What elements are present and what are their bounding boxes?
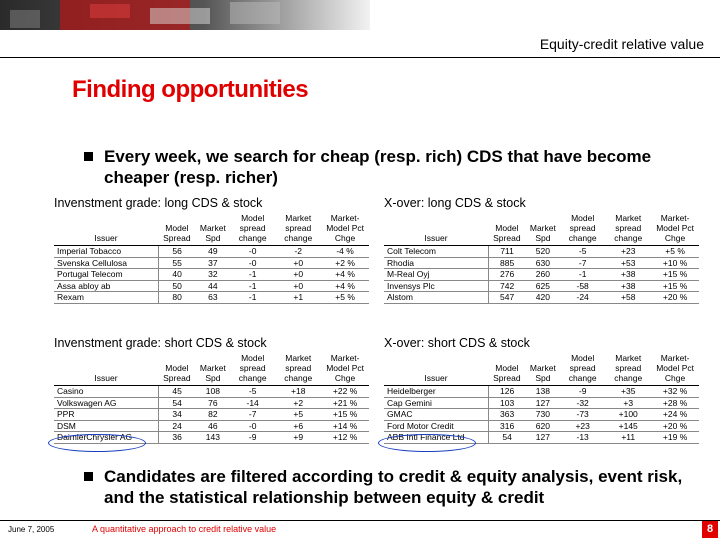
value-cell: 520 bbox=[526, 246, 560, 258]
table-ig-long bbox=[54, 196, 369, 304]
value-cell: 276 bbox=[488, 269, 526, 281]
issuer-cell: PPR bbox=[54, 409, 158, 421]
value-cell: +9 bbox=[275, 432, 321, 444]
table-row bbox=[54, 280, 369, 292]
data-table bbox=[54, 213, 369, 304]
value-cell: 730 bbox=[526, 409, 560, 421]
value-cell: -0 bbox=[230, 257, 275, 269]
value-cell: +22 % bbox=[321, 386, 369, 398]
value-cell: +32 % bbox=[651, 386, 699, 398]
value-cell: 620 bbox=[526, 420, 560, 432]
value-cell: 260 bbox=[526, 269, 560, 281]
value-cell: +15 % bbox=[321, 409, 369, 421]
issuer-cell: DSM bbox=[54, 420, 158, 432]
value-cell: -5 bbox=[560, 246, 605, 258]
column-header: Model Spread bbox=[158, 353, 196, 386]
bullet-text: Candidates are filtered according to credit & equity analysis, event risk, and the statistical relationship between equity & credit bbox=[104, 467, 683, 507]
column-header: Market spread change bbox=[275, 353, 321, 386]
highlight-oval bbox=[48, 434, 146, 452]
issuer-cell: Cap Gemini bbox=[384, 397, 488, 409]
table-title: Invenstment grade: short CDS & stock bbox=[54, 336, 267, 350]
column-header: Market spread change bbox=[605, 213, 651, 246]
value-cell: 630 bbox=[526, 257, 560, 269]
table-row bbox=[54, 409, 369, 421]
value-cell: -4 % bbox=[321, 246, 369, 258]
data-table bbox=[384, 353, 699, 444]
issuer-cell: Heidelberger bbox=[384, 386, 488, 398]
value-cell: 32 bbox=[196, 269, 230, 281]
table-row bbox=[384, 409, 699, 421]
value-cell: -1 bbox=[230, 280, 275, 292]
table-row bbox=[54, 386, 369, 398]
data-table bbox=[384, 213, 699, 304]
value-cell: -1 bbox=[560, 269, 605, 281]
column-header: Market Spd bbox=[196, 353, 230, 386]
value-cell: -5 bbox=[230, 386, 275, 398]
issuer-cell: ABB Intl Finance Ltd bbox=[384, 432, 488, 444]
value-cell: -0 bbox=[230, 246, 275, 258]
value-cell: +38 bbox=[605, 269, 651, 281]
value-cell: +2 % bbox=[321, 257, 369, 269]
value-cell: 54 bbox=[488, 432, 526, 444]
issuer-cell: Assa abloy ab bbox=[54, 280, 158, 292]
table-row bbox=[384, 386, 699, 398]
issuer-cell: Volkswagen AG bbox=[54, 397, 158, 409]
table-title: X-over: long CDS & stock bbox=[384, 196, 526, 210]
column-header: Model Spread bbox=[488, 213, 526, 246]
table-row bbox=[54, 397, 369, 409]
table-row bbox=[384, 246, 699, 258]
value-cell: +11 bbox=[605, 432, 651, 444]
value-cell: 76 bbox=[196, 397, 230, 409]
value-cell: -1 bbox=[230, 292, 275, 304]
value-cell: 44 bbox=[196, 280, 230, 292]
value-cell: -73 bbox=[560, 409, 605, 421]
bullet-square-icon bbox=[84, 472, 93, 481]
column-header: Market spread change bbox=[605, 353, 651, 386]
table-title: Invenstment grade: long CDS & stock bbox=[54, 196, 263, 210]
value-cell: +145 bbox=[605, 420, 651, 432]
value-cell: +28 % bbox=[651, 397, 699, 409]
bullet-text: Every week, we search for cheap (resp. rich) CDS that have become cheaper (resp. richer) bbox=[104, 147, 652, 187]
issuer-cell: Invensys Plc bbox=[384, 280, 488, 292]
value-cell: 63 bbox=[196, 292, 230, 304]
issuer-cell: GMAC bbox=[384, 409, 488, 421]
value-cell: +24 % bbox=[651, 409, 699, 421]
value-cell: 711 bbox=[488, 246, 526, 258]
header-title: Equity-credit relative value bbox=[539, 36, 704, 52]
column-header: Market Spd bbox=[526, 353, 560, 386]
column-header: Market Spd bbox=[196, 213, 230, 246]
value-cell: +4 % bbox=[321, 269, 369, 281]
value-cell: -13 bbox=[560, 432, 605, 444]
column-header: Model Spread bbox=[488, 353, 526, 386]
value-cell: +35 bbox=[605, 386, 651, 398]
value-cell: 82 bbox=[196, 409, 230, 421]
value-cell: -0 bbox=[230, 420, 275, 432]
value-cell: 56 bbox=[158, 246, 196, 258]
value-cell: -58 bbox=[560, 280, 605, 292]
value-cell: -14 bbox=[230, 397, 275, 409]
column-header: Market spread change bbox=[275, 213, 321, 246]
issuer-cell: Alstom bbox=[384, 292, 488, 304]
table-row bbox=[384, 269, 699, 281]
table-row bbox=[384, 420, 699, 432]
table-title: X-over: short CDS & stock bbox=[384, 336, 530, 350]
issuer-cell: Rhodia bbox=[384, 257, 488, 269]
value-cell: +18 bbox=[275, 386, 321, 398]
value-cell: +2 bbox=[275, 397, 321, 409]
value-cell: +10 % bbox=[651, 257, 699, 269]
value-cell: +0 bbox=[275, 280, 321, 292]
value-cell: +19 % bbox=[651, 432, 699, 444]
value-cell: +15 % bbox=[651, 269, 699, 281]
column-header: Model spread change bbox=[230, 353, 275, 386]
value-cell: 108 bbox=[196, 386, 230, 398]
data-table bbox=[54, 353, 369, 444]
column-header: Market-Model Pct Chge bbox=[321, 353, 369, 386]
table-row bbox=[54, 257, 369, 269]
value-cell: +4 % bbox=[321, 280, 369, 292]
value-cell: -24 bbox=[560, 292, 605, 304]
value-cell: +23 bbox=[605, 246, 651, 258]
value-cell: +23 bbox=[560, 420, 605, 432]
value-cell: -32 bbox=[560, 397, 605, 409]
table-xo-short bbox=[384, 336, 699, 444]
value-cell: +20 % bbox=[651, 292, 699, 304]
issuer-cell: M-Real Oyj bbox=[384, 269, 488, 281]
column-header: Issuer bbox=[384, 353, 488, 386]
issuer-cell: Imperial Tobacco bbox=[54, 246, 158, 258]
value-cell: +0 bbox=[275, 257, 321, 269]
value-cell: 143 bbox=[196, 432, 230, 444]
value-cell: 34 bbox=[158, 409, 196, 421]
header-divider bbox=[0, 57, 720, 58]
column-header: Model spread change bbox=[560, 353, 605, 386]
column-header: Market-Model Pct Chge bbox=[321, 213, 369, 246]
issuer-cell: Casino bbox=[54, 386, 158, 398]
footer-divider bbox=[0, 520, 720, 521]
value-cell: 45 bbox=[158, 386, 196, 398]
value-cell: +5 % bbox=[321, 292, 369, 304]
column-header: Model spread change bbox=[230, 213, 275, 246]
value-cell: 363 bbox=[488, 409, 526, 421]
column-header: Issuer bbox=[54, 353, 158, 386]
header-photo-banner bbox=[0, 0, 370, 30]
value-cell: -2 bbox=[275, 246, 321, 258]
value-cell: +15 % bbox=[651, 280, 699, 292]
footer-date: June 7, 2005 bbox=[8, 525, 55, 534]
value-cell: +14 % bbox=[321, 420, 369, 432]
value-cell: +6 bbox=[275, 420, 321, 432]
table-row bbox=[54, 292, 369, 304]
issuer-cell: DaimlerChrysler AG bbox=[54, 432, 158, 444]
value-cell: +100 bbox=[605, 409, 651, 421]
table-row bbox=[384, 292, 699, 304]
value-cell: 37 bbox=[196, 257, 230, 269]
value-cell: +5 bbox=[275, 409, 321, 421]
value-cell: -7 bbox=[560, 257, 605, 269]
value-cell: 55 bbox=[158, 257, 196, 269]
page-number: 8 bbox=[702, 521, 718, 538]
highlight-oval bbox=[378, 434, 476, 452]
value-cell: +3 bbox=[605, 397, 651, 409]
value-cell: 547 bbox=[488, 292, 526, 304]
issuer-cell: Portugal Telecom bbox=[54, 269, 158, 281]
value-cell: 420 bbox=[526, 292, 560, 304]
value-cell: 138 bbox=[526, 386, 560, 398]
table-ig-short bbox=[54, 336, 369, 444]
value-cell: 885 bbox=[488, 257, 526, 269]
column-header: Issuer bbox=[54, 213, 158, 246]
value-cell: 54 bbox=[158, 397, 196, 409]
value-cell: 24 bbox=[158, 420, 196, 432]
value-cell: +0 bbox=[275, 269, 321, 281]
page-title: Finding opportunities bbox=[72, 76, 309, 103]
value-cell: +21 % bbox=[321, 397, 369, 409]
issuer-cell: Ford Motor Credit bbox=[384, 420, 488, 432]
table-row bbox=[54, 269, 369, 281]
value-cell: +5 % bbox=[651, 246, 699, 258]
value-cell: +38 bbox=[605, 280, 651, 292]
value-cell: 103 bbox=[488, 397, 526, 409]
column-header: Issuer bbox=[384, 213, 488, 246]
table-xo-long bbox=[384, 196, 699, 304]
value-cell: -7 bbox=[230, 409, 275, 421]
issuer-cell: Colt Telecom bbox=[384, 246, 488, 258]
value-cell: +12 % bbox=[321, 432, 369, 444]
table-row bbox=[54, 246, 369, 258]
value-cell: 742 bbox=[488, 280, 526, 292]
column-header: Market-Model Pct Chge bbox=[651, 353, 699, 386]
column-header: Model spread change bbox=[560, 213, 605, 246]
value-cell: +20 % bbox=[651, 420, 699, 432]
column-header: Model Spread bbox=[158, 213, 196, 246]
footer-note: A quantitative approach to credit relative value bbox=[92, 524, 277, 534]
column-header: Market Spd bbox=[526, 213, 560, 246]
value-cell: 316 bbox=[488, 420, 526, 432]
column-header: Market-Model Pct Chge bbox=[651, 213, 699, 246]
bullet-square-icon bbox=[84, 152, 93, 161]
value-cell: 40 bbox=[158, 269, 196, 281]
value-cell: 127 bbox=[526, 397, 560, 409]
table-row bbox=[54, 420, 369, 432]
value-cell: 50 bbox=[158, 280, 196, 292]
issuer-cell: Svenska Cellulosa bbox=[54, 257, 158, 269]
value-cell: -9 bbox=[560, 386, 605, 398]
table-row bbox=[384, 280, 699, 292]
value-cell: 127 bbox=[526, 432, 560, 444]
value-cell: 49 bbox=[196, 246, 230, 258]
value-cell: +1 bbox=[275, 292, 321, 304]
table-row bbox=[384, 397, 699, 409]
issuer-cell: Rexam bbox=[54, 292, 158, 304]
value-cell: -9 bbox=[230, 432, 275, 444]
value-cell: +58 bbox=[605, 292, 651, 304]
value-cell: +53 bbox=[605, 257, 651, 269]
value-cell: -1 bbox=[230, 269, 275, 281]
table-row bbox=[384, 257, 699, 269]
value-cell: 36 bbox=[158, 432, 196, 444]
value-cell: 625 bbox=[526, 280, 560, 292]
value-cell: 80 bbox=[158, 292, 196, 304]
value-cell: 126 bbox=[488, 386, 526, 398]
value-cell: 46 bbox=[196, 420, 230, 432]
